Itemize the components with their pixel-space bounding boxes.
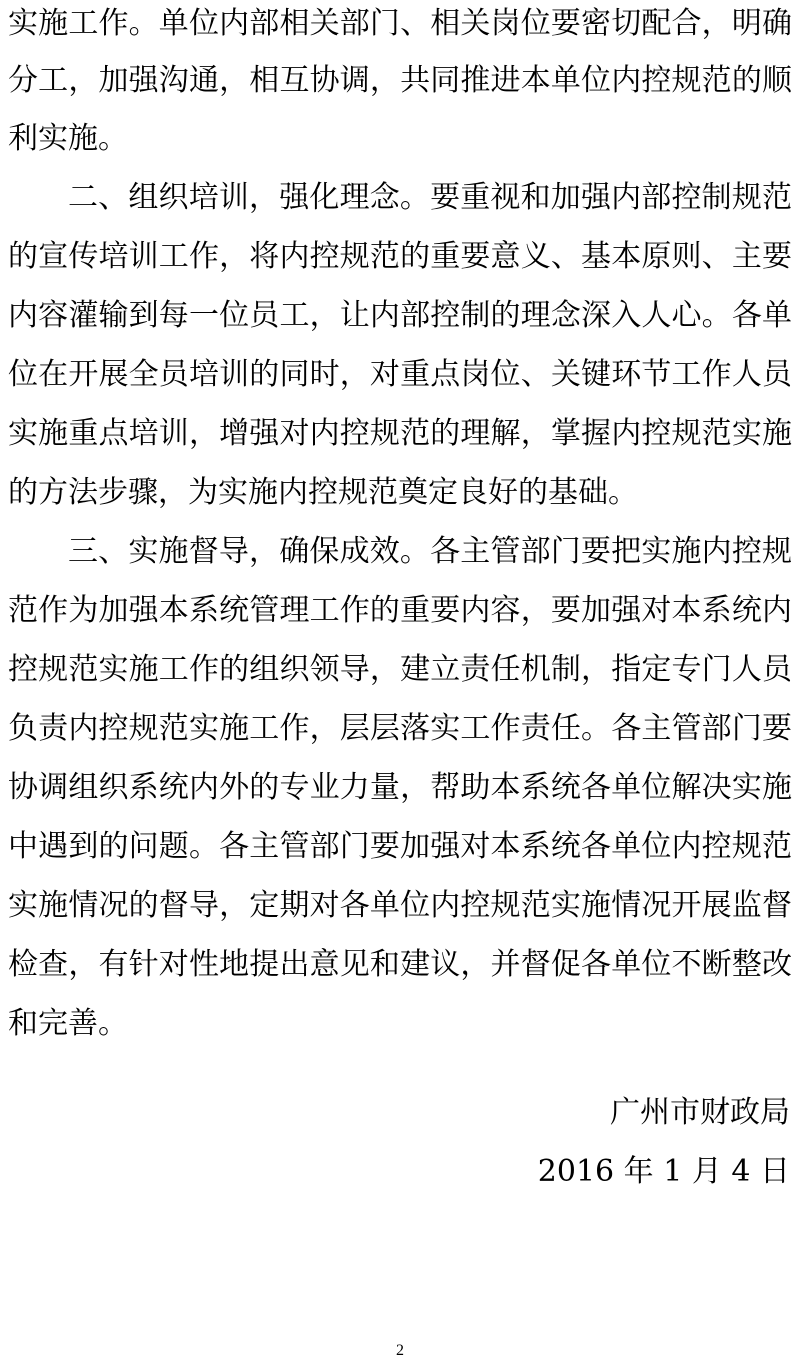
body-text-line: 的方法步骤，为实施内控规范奠定良好的基础。	[8, 475, 638, 510]
body-text-line: 和完善。	[8, 1006, 128, 1041]
body-text-line: 利实施。	[8, 121, 128, 156]
body-text-line: 负责内控规范实施工作，层层落实工作责任。各主管部门要	[8, 711, 792, 746]
body-text-line: 控规范实施工作的组织领导，建立责任机制，指定专门人员	[8, 652, 792, 687]
body-text-line: 实施情况的督导，定期对各单位内控规范实施情况开展监督	[8, 888, 792, 923]
issuer-signature: 广州市财政局	[610, 1095, 790, 1130]
body-text-line: 位在开展全员培训的同时，对重点岗位、关键环节工作人员	[8, 357, 792, 392]
page-number: 2	[396, 1342, 404, 1359]
body-text-line: 的宣传培训工作，将内控规范的重要意义、基本原则、主要	[8, 239, 792, 274]
body-text-line: 检查，有针对性地提出意见和建议，并督促各单位不断整改	[8, 947, 792, 982]
section-heading-line: 二、组织培训，强化理念。要重视和加强内部控制规范	[68, 180, 792, 215]
body-text-line: 中遇到的问题。各主管部门要加强对本系统各单位内控规范	[8, 829, 792, 864]
body-text-line: 实施重点培训，增强对内控规范的理解，掌握内控规范实施	[8, 416, 792, 451]
body-text-line: 内容灌输到每一位员工，让内部控制的理念深入人心。各单	[8, 298, 792, 333]
body-text-line: 协调组织系统内外的专业力量，帮助本系统各单位解决实施	[8, 770, 792, 805]
issue-date: 2016 年 1 月 4 日	[537, 1154, 790, 1189]
body-text-line: 分工，加强沟通，相互协调，共同推进本单位内控规范的顺	[8, 63, 792, 98]
section-heading-line: 三、实施督导，确保成效。各主管部门要把实施内控规	[68, 534, 792, 569]
body-text-line: 实施工作。单位内部相关部门、相关岗位要密切配合，明确	[8, 6, 792, 41]
body-text-line: 范作为加强本系统管理工作的重要内容，要加强对本系统内	[8, 593, 792, 628]
